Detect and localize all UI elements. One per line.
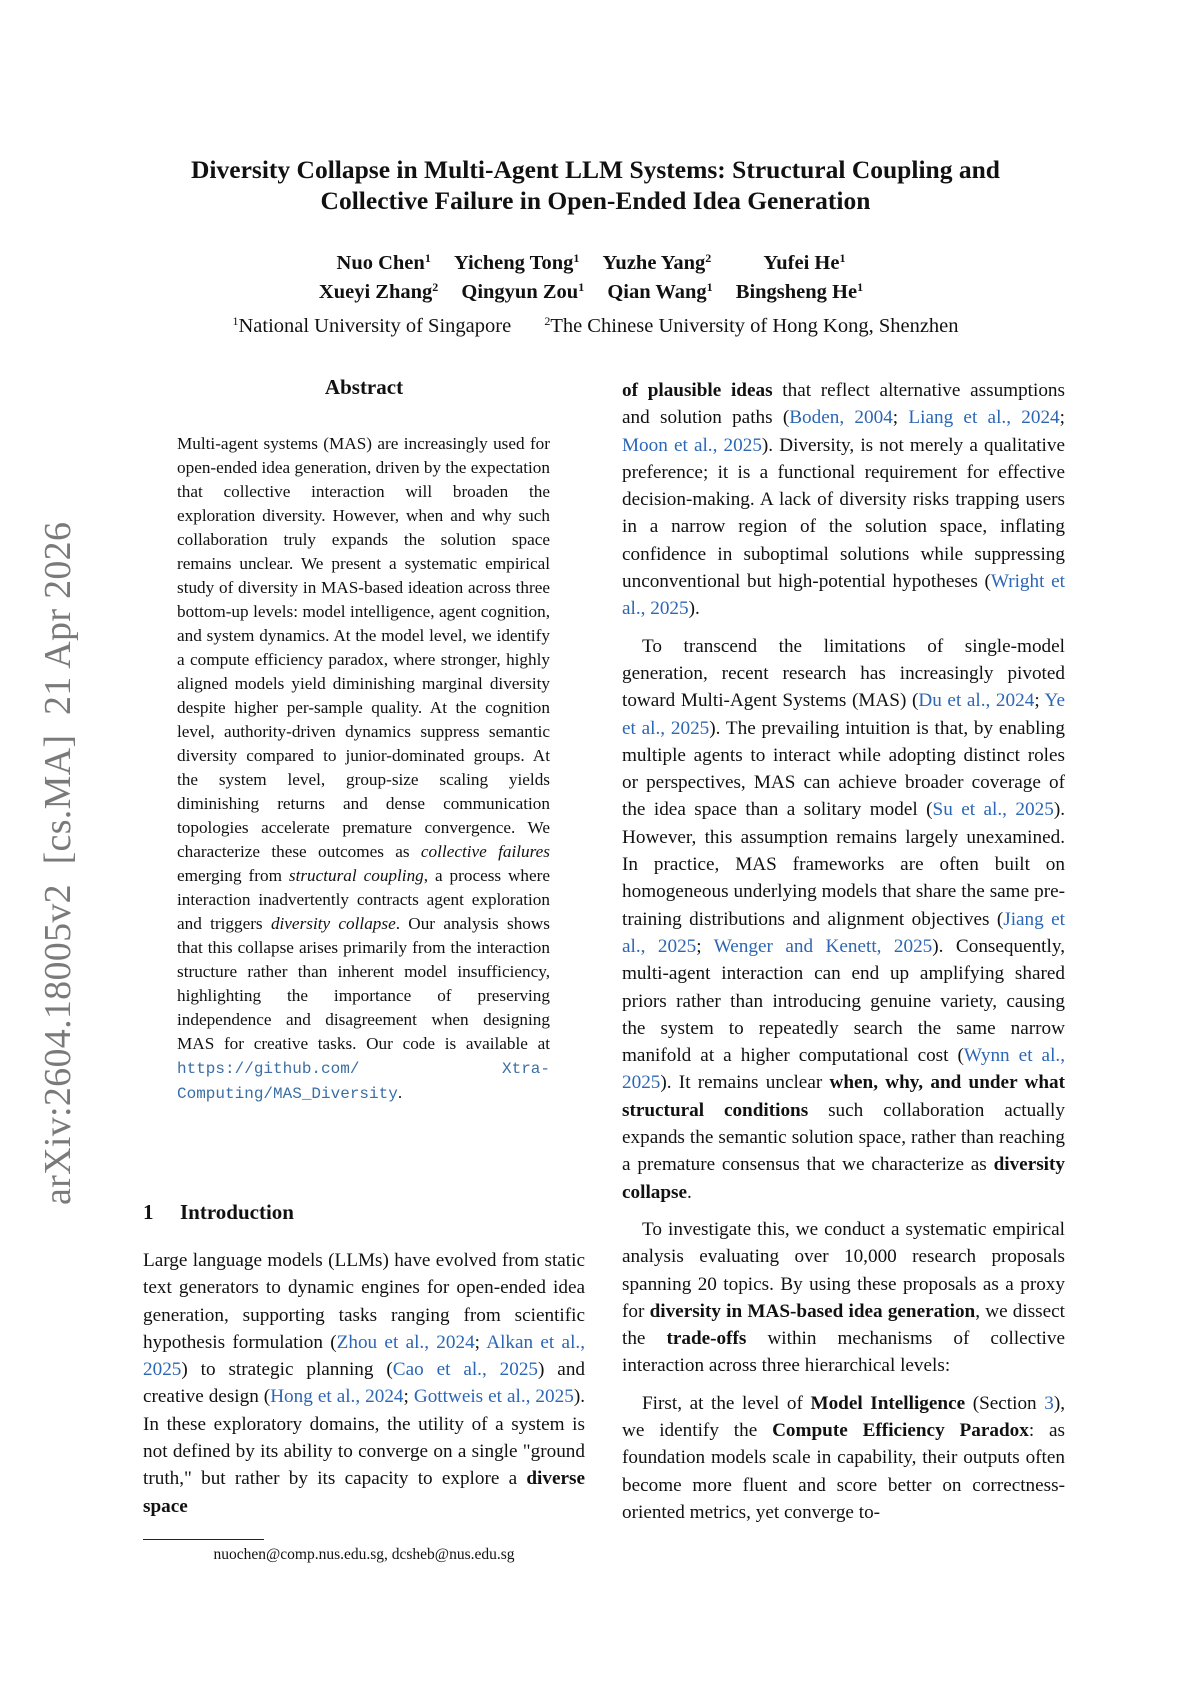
section-heading-introduction: 1 Introduction <box>143 1200 294 1224</box>
author: Yufei He$^1$ <box>763 251 846 274</box>
footnote-emails: nuochen@comp.nus.edu.sg, dcsheb@nus.edu.sg <box>213 1546 515 1563</box>
intro-left-column <box>143 1247 585 1520</box>
citation-link[interactable]: Su et al., 2025 <box>932 799 1054 821</box>
citation-link[interactable]: Gottweis et al., 2025 <box>413 1386 574 1408</box>
title-line-2: Collective Failure in Open-Ended Idea Generation <box>320 186 871 215</box>
intro-paragraph: To transcend the limitations of single-model generation, recent research has increasingly pivoted toward Multi-Agent Systems (MAS) (Du et al., 2024; Ye et al., 2025). The prevailing intuition is that, by enabling multiple agents to interact while adopting distinct roles or perspectives, MAS can achieve broader coverage of the idea space than a solitary model (Su et al., 2025). However, this assumption remains largely unexamined. In practice, MAS frameworks are often built on homogeneous underlying models that share the same pre-training distributions and alignment objectives (Jiang et al., 2025; Wenger and Kenett, 2025). Consequently, multi-agent interaction can end up amplifying shared priors rather than introducing genuine variety, causing the system to repeatedly search the same narrow manifold at a higher computational cost (Wynn et al., 2025). It remains unclear when, why, and under what structural conditions such collaboration actually expands the semantic solution space, rather than reaching a premature consensus that we characterize as diversity collapse. <box>622 635 1065 1203</box>
author: Qingyun Zou$^1$ <box>461 280 585 303</box>
abstract-emphasis: structural coupling <box>288 866 424 885</box>
author: Yuzhe Yang$^2$ <box>602 251 712 274</box>
citation-link[interactable]: Wenger and Kenett, 2025 <box>713 935 933 957</box>
author: Qian Wang$^1$ <box>607 280 713 303</box>
citation-link[interactable]: Ye et al., 2025 <box>622 690 1065 739</box>
abstract-emphasis: collective failures <box>420 842 550 861</box>
arxiv-identifier-stamp: arXiv:2604.18005v2 [cs.MA] 21 Apr 2026 <box>37 521 79 1205</box>
affiliation: $^1$National University of Singapore <box>232 314 512 337</box>
author: Yicheng Tong$^1$ <box>453 251 580 274</box>
author: Xueyi Zhang$^2$ <box>318 280 439 303</box>
intro-paragraph: First, at the level of Model Intelligence (Section 3), we identify the Compute Efficiency Paradox: as foundation models scale in capability, their outputs often become more fluent and score better on correctness-oriented metrics, yet converge to- <box>622 1392 1065 1523</box>
citation-link[interactable]: Du et al., 2024 <box>918 690 1035 712</box>
intro-paragraph: To investigate this, we conduct a systematic empirical analysis evaluating over 10,000 research proposals spanning 20 topics. By using these proposals as a proxy for diversity in MAS-based idea generation, we dissect the trade-offs within mechanisms of collective interaction across three hierarchical levels: <box>622 1218 1065 1377</box>
citation-link[interactable]: Boden, 2004 <box>789 407 893 429</box>
citation-link[interactable]: Hong et al., 2024 <box>270 1386 404 1408</box>
abstract-emphasis: diversity collapse <box>270 914 396 933</box>
author-row-2 <box>0 278 1191 307</box>
author-list <box>0 249 1191 307</box>
paper-title <box>0 154 1191 216</box>
citation-link[interactable]: Wright et al., 2025 <box>622 571 1065 620</box>
citation-link[interactable]: Wynn et al., 2025 <box>622 1045 1065 1094</box>
citation-link[interactable]: Zhou et al., 2024 <box>336 1331 475 1353</box>
author: Bingsheng He$^1$ <box>735 280 864 303</box>
author-row-1 <box>0 249 1191 278</box>
citation-link[interactable]: Cao et al., 2025 <box>392 1359 539 1381</box>
affiliations <box>0 315 1191 338</box>
abstract-heading: Abstract <box>324 375 404 399</box>
intro-paragraph: Large language models (LLMs) have evolved from static text generators to dynamic engines for open-ended idea generation, supporting tasks ranging from scientific hypothesis formulation (Zhou et al., 2024; Alkan et al., 2025) to strategic planning (Cao et al., 2025) and creative design (Hong et al., 2024; Gottweis et al., 2025). In these exploratory domains, the utility of a system is not defined by its ability to converge on a single "ground truth," but rather by its capacity to explore a diverse space <box>143 1250 586 1517</box>
citation-link[interactable]: Alkan et al., 2025 <box>143 1331 585 1381</box>
title-line-1: Diversity Collapse in Multi-Agent LLM Systems: Structural Coupling and <box>191 155 1000 184</box>
abstract-body: Multi-agent systems (MAS) are increasingly used for open-ended idea generation, driven by the expectation that collective interaction will broaden the exploration diversity. However, when and why such collaboration truly expands the solution space remains unclear. We present a systematic empirical study of diversity in MAS-based ideation across three bottom-up levels: model intelligence, agent cognition, and system dynamics. At the model level, we identify a compute efficiency paradox, where stronger, highly aligned models yield diminishing marginal diversity despite higher per-sample quality. At the cognition level, authority-driven dynamics suppress semantic diversity compared to junior-dominated groups. At the system level, group-size scaling yields diminishing returns and dense communication topologies accelerate premature convergence. We characterize these outcomes as collective failures emerging from structural coupling, a process where interaction inadvertently contracts agent exploration and triggers diversity collapse. Our analysis shows that this collapse arises primarily from the interaction structure rather than inherent model insufficiency, highlighting the importance of preserving independence and disagreement when designing MAS for creative tasks. Our code is available at https://github.com/ Xtra-Computing/MAS_Diversity. <box>177 434 551 1103</box>
author: Nuo Chen$^1$ <box>336 251 431 274</box>
code-repository-link[interactable]: https://github.com/ Xtra-Computing/MAS_Diversity <box>177 1060 550 1103</box>
section-reference-link[interactable]: 3 <box>1044 1392 1054 1414</box>
citation-link[interactable]: Liang et al., 2024 <box>908 407 1060 429</box>
affiliation: $^2$The Chinese University of Hong Kong, Shenzhen <box>544 314 959 337</box>
citation-link[interactable]: Moon et al., 2025 <box>622 434 762 456</box>
intro-paragraph: of plausible ideas that reflect alternative assumptions and solution paths (Boden, 2004; Liang et al., 2024; Moon et al., 2025). Diversity, is not merely a qualitative preference; it is a functional requirement for effective decision-making. A lack of diversity risks trapping users in a narrow region of the solution space, inflating confidence in suboptimal solutions while suppressing unconventional but high-potential hypotheses (Wright et al., 2025). <box>622 380 1065 620</box>
footnote-divider <box>143 1539 264 1540</box>
citation-link[interactable]: Jiang et al., 2025 <box>622 908 1065 957</box>
intro-right-column <box>622 377 1065 1526</box>
